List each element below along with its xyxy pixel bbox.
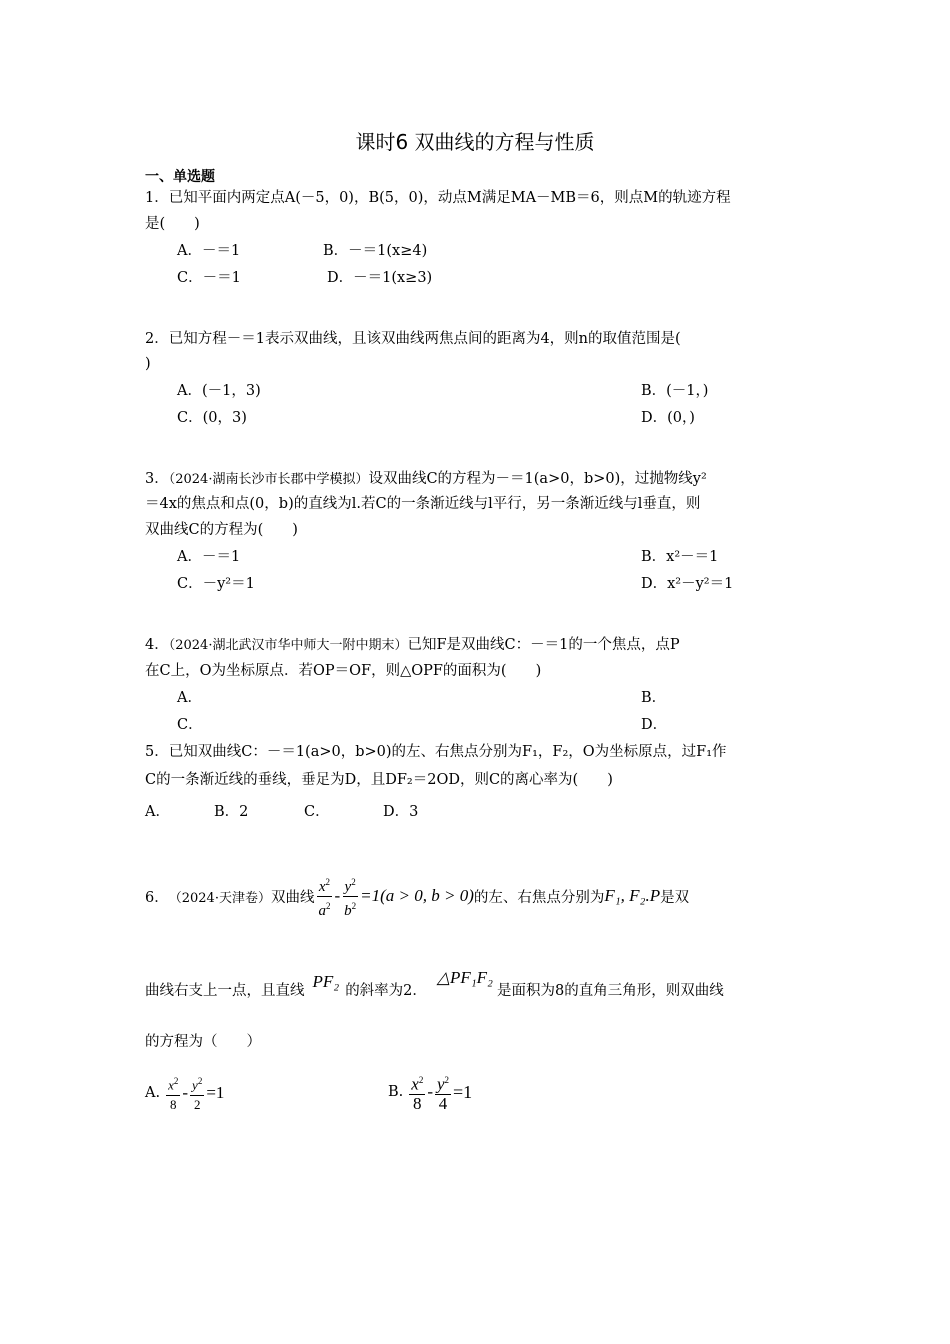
q4-option-c[interactable]: C． (177, 717, 203, 733)
q5-option-b[interactable]: B．2 (214, 804, 249, 820)
q3-source: （2024·湖南长沙市长郡中学模拟） (168, 472, 369, 487)
q4-source: （2024·湖北武汉市华中师大一附中期末） (168, 638, 408, 653)
q6-source: （2024·天津卷） (168, 890, 271, 906)
q6-condition: =1(a > 0, b > 0) (360, 886, 474, 905)
q4-text: 已知F是双曲线C：－＝1的一个焦点，点P (407, 637, 680, 653)
q6-minus: - (334, 886, 341, 905)
q4-option-a[interactable]: A． (177, 690, 202, 706)
q6-pre: 双曲线 (270, 889, 315, 906)
q4-option-b[interactable]: B． (641, 690, 667, 706)
q6-a-frac-y: $\frac{y^2}{2}$ (190, 1072, 204, 1113)
q6-a-frac-x: $\frac{x^2}{8}$ (166, 1072, 180, 1113)
q6-b-frac-y: $\frac{y^2}{4}$ (435, 1071, 451, 1113)
q5-line1: 5．已知双曲线C：－＝1(a>0，b>0)的左、右焦点分别为F₁，F₂，O为坐标原点，过F₁作 (145, 744, 727, 760)
q3-option-a[interactable]: A．－＝1 (177, 549, 241, 565)
q1-option-c[interactable]: C．－＝1 (177, 270, 241, 286)
q2-option-a[interactable]: A．(－1，3) (177, 383, 261, 399)
q5-option-a[interactable]: A． (145, 804, 170, 820)
q2-line1: 2．已知方程－＝1表示双曲线，且该双曲线两焦点间的距离为4，则n的取值范围是( (145, 331, 681, 347)
q3-number: 3． (145, 471, 169, 487)
q3-line2: ＝4x的焦点和点(0，b)的直线为l.若C的一条渐近线与l平行，另一条渐近线与l垂直，则 (145, 496, 701, 512)
q1-option-b[interactable]: B．－＝1(x≥4) (323, 243, 428, 259)
q6-triangle: △PF₁F₂ (436, 968, 493, 987)
q6-line2-pre: 曲线右支上一点，且直线 (145, 983, 305, 999)
q6-frac-y: $\frac{y^2}{b^2}$ (342, 873, 358, 920)
q3-line1 (145, 469, 707, 490)
q6-option-b[interactable]: B. $\frac{x^2}{8}$ - $\frac{y^2}{4}$ =1 (388, 1066, 472, 1118)
q2-option-b[interactable]: B．(－1，) (641, 383, 709, 399)
q6-frac-x: $\frac{x^2}{a^2}$ (316, 873, 332, 920)
q3-option-c[interactable]: C．－y²＝1 (177, 576, 255, 592)
q5-option-c[interactable]: C． (304, 804, 330, 820)
q2-option-d[interactable]: D．(0，) (641, 410, 695, 426)
q6-line3: 的方程为（ ） (145, 1034, 261, 1050)
q3-option-b[interactable]: B．x²－＝1 (641, 549, 719, 565)
q3-text: 设双曲线C的方程为－＝1(a>0，b>0)，过抛物线y² (368, 471, 707, 487)
q2-option-c[interactable]: C．(0，3) (177, 410, 247, 426)
q4-line2: 在C上，O为坐标原点．若OP＝OF，则△OPF的面积为( ) (145, 663, 542, 679)
q3-option-d[interactable]: D．x²－y²＝1 (641, 576, 734, 592)
q5-option-d[interactable]: D．3 (383, 804, 419, 820)
q3-line3: 双曲线C的方程为( ) (145, 522, 298, 538)
q6-option-a[interactable]: A. $\frac{x^2}{8}$ - $\frac{y^2}{2}$ =1 (145, 1070, 224, 1116)
q6-line2-mid: 的斜率为2． (345, 983, 427, 999)
q6-pf2: PF₂ (312, 972, 340, 991)
q6-line1 (145, 868, 689, 924)
q1-option-d[interactable]: D．－＝1(x≥3) (327, 270, 433, 286)
q6-line2-post: 是面积为8的直角三角形，则双曲线 (496, 983, 724, 999)
q6-post2: 是双 (660, 889, 690, 906)
q6-post: 的左、右焦点分别为 (473, 889, 605, 906)
q4-option-d[interactable]: D． (641, 717, 668, 733)
page-title: 课时6 双曲线的方程与性质 (355, 130, 595, 154)
q1-line2: 是( ) (145, 216, 200, 232)
q6-number: 6． (145, 889, 169, 906)
q5-line2: C的一条渐近线的垂线，垂足为D，且DF₂＝2OD，则C的离心率为( ) (145, 772, 613, 788)
q1-option-a[interactable]: A．－＝1 (177, 243, 241, 259)
q6-line2 (145, 964, 724, 1004)
q1-line1: 1．已知平面内两定点A(－5，0)，B(5，0)，动点M满足MA－MB＝6，则点M的轨迹方程 (145, 190, 731, 206)
q4-line1 (145, 635, 680, 656)
q6-foci: F₁, F₂.P (604, 886, 661, 905)
q6-b-frac-x: $\frac{x^2}{8}$ (409, 1071, 425, 1113)
q4-number: 4． (145, 637, 169, 653)
q2-line2: ) (145, 356, 151, 372)
section-heading: 一、单选题 (145, 169, 215, 185)
